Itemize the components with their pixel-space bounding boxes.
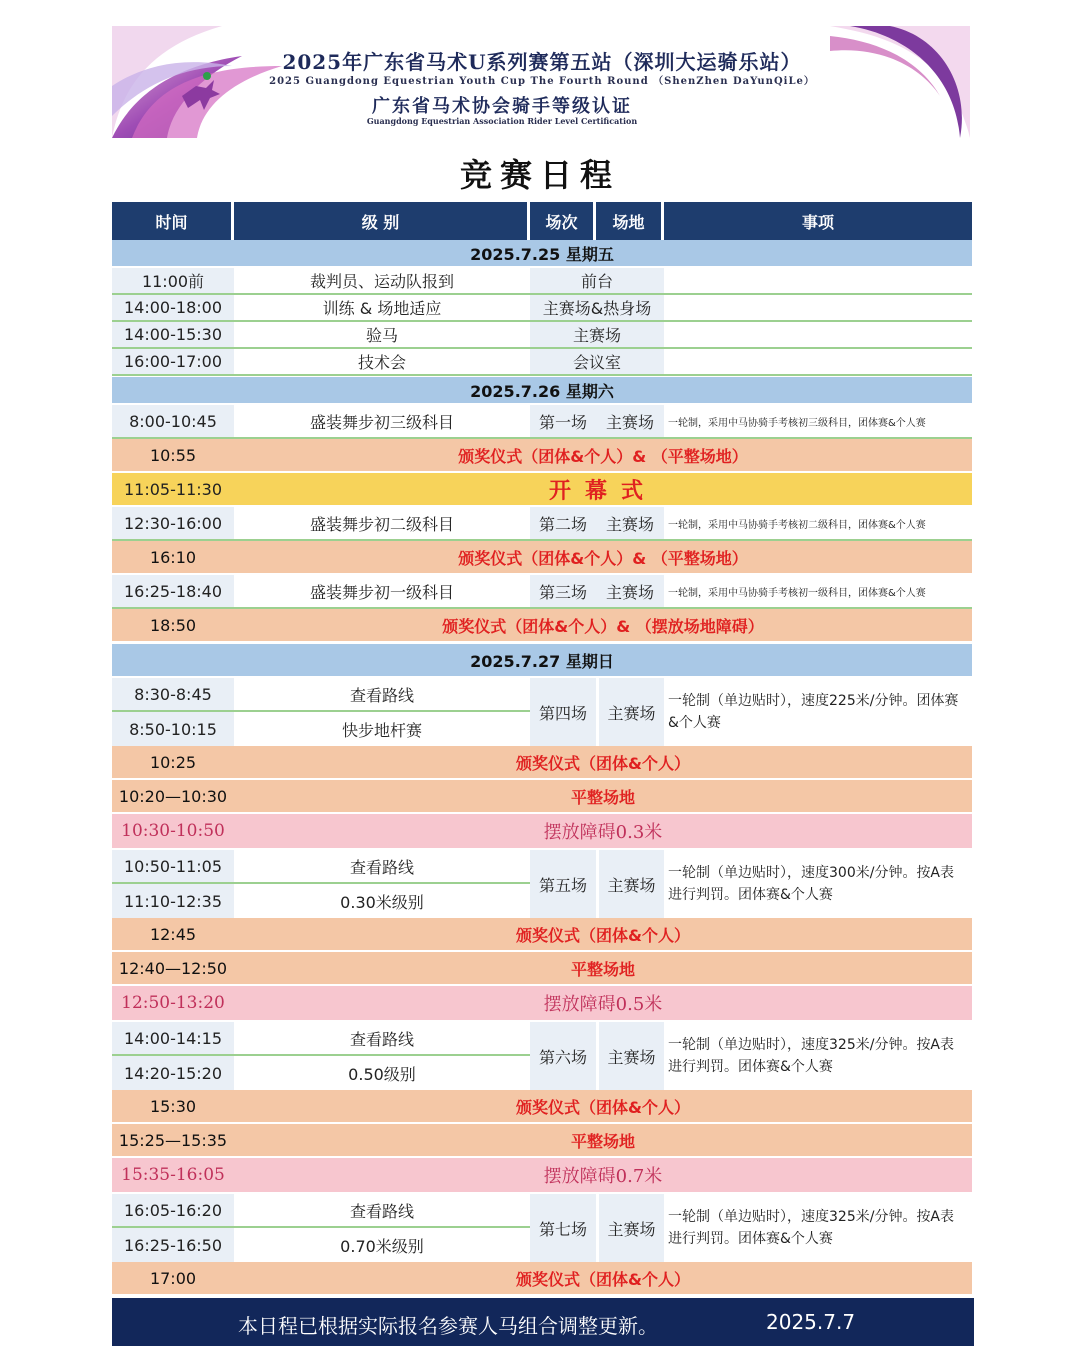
page-title: 竞赛日程 xyxy=(459,156,620,194)
level-cell: 查看路线 xyxy=(234,1194,530,1226)
venue-cell: 主赛场 xyxy=(599,850,664,918)
banner-title-cn: 2025年广东省马术U系列赛第五站（深圳大运骑乐站） xyxy=(282,50,802,74)
time-cell: 11:10-12:35 xyxy=(112,884,234,918)
time-cell: 16:25-18:40 xyxy=(112,575,234,607)
level-cell: 快步地杆赛 xyxy=(234,712,530,746)
time-cell: 15:35-16:05 xyxy=(121,1165,225,1185)
time-cell: 10:30-10:50 xyxy=(121,821,225,841)
note-cell: 一轮制（单边贴时），速度325米/分钟。按A表进行判罚。团体赛&个人赛 xyxy=(664,1022,972,1090)
obstacle-text: 摆放障碍0.3米 xyxy=(543,822,663,843)
venue-cell: 主赛场 xyxy=(596,575,664,607)
header-level: 级 别 xyxy=(234,202,530,240)
note-cell: 一轮制，采用中马协骑手考核初三级科目，团体赛&个人赛 xyxy=(664,405,972,437)
venue-cell: 主赛场 xyxy=(530,322,664,347)
round-cell: 第二场 xyxy=(530,507,596,539)
level-cell: 查看路线 xyxy=(234,678,530,710)
venue-cell: 主赛场 xyxy=(596,405,664,437)
table-row xyxy=(112,575,972,609)
obstacle-text: 摆放障碍0.7米 xyxy=(543,1166,663,1187)
award-text: 颁奖仪式（团体&个人）& （摆放场地障碍） xyxy=(442,616,764,636)
award-text: 颁奖仪式（团体&个人）& （平整场地） xyxy=(458,548,748,568)
field-leveling-row xyxy=(112,952,972,986)
time-cell: 8:50-10:15 xyxy=(112,712,234,746)
table-row xyxy=(112,322,972,349)
time-cell: 14:00-18:00 xyxy=(112,295,234,320)
banner-subtitle-cn: 广东省马术协会骑手等级认证 xyxy=(372,96,632,117)
note-cell xyxy=(664,322,972,347)
obstacle-row xyxy=(112,814,972,850)
note-cell: 一轮制（单边贴时），速度300米/分钟。按A表进行判罚。团体赛&个人赛 xyxy=(664,850,972,918)
header-time: 时间 xyxy=(112,202,234,240)
level-cell: 盛装舞步初一级科目 xyxy=(234,575,530,607)
award-text: 颁奖仪式（团体&个人）& （平整场地） xyxy=(458,446,748,466)
level-cell: 查看路线 xyxy=(234,1022,530,1054)
round-cell: 第五场 xyxy=(530,850,596,918)
time-cell: 12:50-13:20 xyxy=(121,993,225,1013)
note-cell: 一轮制，采用中马协骑手考核初一级科目，团体赛&个人赛 xyxy=(664,575,972,607)
award-text: 颁奖仪式（团体&个人） xyxy=(516,753,690,773)
time-cell: 14:00-14:15 xyxy=(112,1022,234,1054)
time-cell: 8:30-8:45 xyxy=(112,678,234,710)
round-cell: 第三场 xyxy=(530,575,596,607)
note-cell xyxy=(664,349,972,374)
obstacle-row xyxy=(112,1158,972,1194)
time-cell: 10:50-11:05 xyxy=(112,850,234,882)
obstacle-text: 摆放障碍0.5米 xyxy=(543,994,663,1015)
date-label: 2025.7.26 星期六 xyxy=(470,381,614,401)
date-label: 2025.7.25 星期五 xyxy=(470,244,614,264)
round-group-4 xyxy=(112,678,972,746)
time-cell: 14:20-15:20 xyxy=(112,1056,234,1090)
level-cell: 查看路线 xyxy=(234,850,530,882)
table-row xyxy=(112,295,972,322)
venue-cell: 会议室 xyxy=(530,349,664,374)
time-cell: 17:00 xyxy=(149,1268,197,1288)
table-row xyxy=(112,1056,530,1090)
field-leveling-text: 平整场地 xyxy=(570,959,635,979)
field-leveling-text: 平整场地 xyxy=(570,1131,635,1151)
award-text: 颁奖仪式（团体&个人） xyxy=(516,1097,690,1117)
date-row-day3 xyxy=(112,644,972,678)
time-cell: 8:00-10:45 xyxy=(112,405,234,437)
level-cell: 0.30米级别 xyxy=(234,884,530,918)
venue-cell: 主赛场 xyxy=(599,1022,664,1090)
award-row xyxy=(112,541,972,575)
opening-row xyxy=(112,473,972,507)
round-group-6 xyxy=(112,1022,972,1090)
time-cell: 10:20—10:30 xyxy=(118,786,228,806)
table-row xyxy=(112,1194,530,1228)
table-row xyxy=(112,349,972,376)
round-cell: 第四场 xyxy=(530,678,596,746)
round-cell: 第六场 xyxy=(530,1022,596,1090)
award-text: 颁奖仪式（团体&个人） xyxy=(516,925,690,945)
level-cell: 裁判员、运动队报到 xyxy=(234,268,530,293)
time-cell: 12:45 xyxy=(149,924,197,944)
award-row xyxy=(112,918,972,952)
note-cell: 一轮制（单边贴时），速度325米/分钟。按A表进行判罚。团体赛&个人赛 xyxy=(664,1194,972,1262)
time-cell: 14:00-15:30 xyxy=(112,322,234,347)
banner-subtitle-en: Guangdong Equestrian Association Rider Level Certification xyxy=(366,116,638,126)
level-cell: 盛装舞步初三级科目 xyxy=(234,405,530,437)
opening-ceremony-text: 开幕式 xyxy=(548,478,657,504)
header-venue: 场地 xyxy=(596,202,664,240)
award-row xyxy=(112,1262,972,1296)
time-cell: 10:25 xyxy=(149,752,197,772)
header-round: 场次 xyxy=(530,202,596,240)
venue-cell: 主赛场&热身场 xyxy=(530,295,664,320)
time-cell: 10:55 xyxy=(149,445,197,465)
level-cell: 盛装舞步初二级科目 xyxy=(234,507,530,539)
field-leveling-row xyxy=(112,780,972,814)
date-label: 2025.7.27 星期日 xyxy=(470,651,614,671)
award-row xyxy=(112,439,972,473)
award-row xyxy=(112,609,972,643)
level-cell: 验马 xyxy=(234,322,530,347)
venue-cell: 主赛场 xyxy=(599,678,664,746)
level-cell: 0.70米级别 xyxy=(234,1228,530,1262)
level-cell: 训练 & 场地适应 xyxy=(234,295,530,320)
field-leveling-row xyxy=(112,1124,972,1158)
footer-bar xyxy=(112,1298,974,1346)
time-cell: 16:25-16:50 xyxy=(112,1228,234,1262)
time-cell: 16:10 xyxy=(149,547,197,567)
table-header xyxy=(112,202,972,240)
round-group-7 xyxy=(112,1194,972,1262)
award-row xyxy=(112,1090,972,1124)
field-leveling-text: 平整场地 xyxy=(570,787,635,807)
footer-message: 本日程已根据实际报名参赛人马组合调整更新。 xyxy=(238,1314,658,1338)
time-cell: 18:50 xyxy=(149,615,197,635)
round-cell: 第七场 xyxy=(530,1194,596,1262)
level-cell: 技术会 xyxy=(234,349,530,374)
time-cell: 16:00-17:00 xyxy=(112,349,234,374)
date-row-day1 xyxy=(112,240,972,268)
award-row xyxy=(112,746,972,780)
table-row xyxy=(112,850,530,884)
footer-date: 2025.7.7 xyxy=(766,1310,856,1334)
table-row xyxy=(112,678,530,712)
note-cell xyxy=(664,268,972,293)
date-row-day2 xyxy=(112,377,972,405)
banner-title-en: 2025 Guangdong Equestrian Youth Cup The Fourth Round （ShenZhen DaYunQiLe） xyxy=(269,76,815,87)
time-cell: 11:05-11:30 xyxy=(124,479,222,499)
time-cell: 16:05-16:20 xyxy=(112,1194,234,1226)
round-group-5 xyxy=(112,850,972,918)
time-cell: 12:40—12:50 xyxy=(118,958,228,978)
note-cell xyxy=(664,295,972,320)
venue-cell: 主赛场 xyxy=(596,507,664,539)
time-cell: 15:25—15:35 xyxy=(118,1130,228,1150)
table-row xyxy=(112,507,972,541)
round-cell: 第一场 xyxy=(530,405,596,437)
table-row xyxy=(112,268,972,295)
note-cell: 一轮制（单边贴时），速度225米/分钟。团体赛&个人赛 xyxy=(664,678,972,746)
time-cell: 12:30-16:00 xyxy=(112,507,234,539)
note-cell: 一轮制，采用中马协骑手考核初二级科目，团体赛&个人赛 xyxy=(664,507,972,539)
award-text: 颁奖仪式（团体&个人） xyxy=(516,1269,690,1289)
table-row xyxy=(112,1022,530,1056)
table-row xyxy=(112,884,530,918)
header-note: 事项 xyxy=(801,212,834,232)
table-row xyxy=(112,712,530,746)
time-cell: 11:00前 xyxy=(112,268,234,293)
time-cell: 15:30 xyxy=(149,1096,197,1116)
table-row xyxy=(112,1228,530,1262)
obstacle-row xyxy=(112,986,972,1022)
event-banner xyxy=(112,26,970,138)
venue-cell: 前台 xyxy=(530,268,664,293)
level-cell: 0.50级别 xyxy=(234,1056,530,1090)
table-row xyxy=(112,405,972,439)
venue-cell: 主赛场 xyxy=(599,1194,664,1262)
